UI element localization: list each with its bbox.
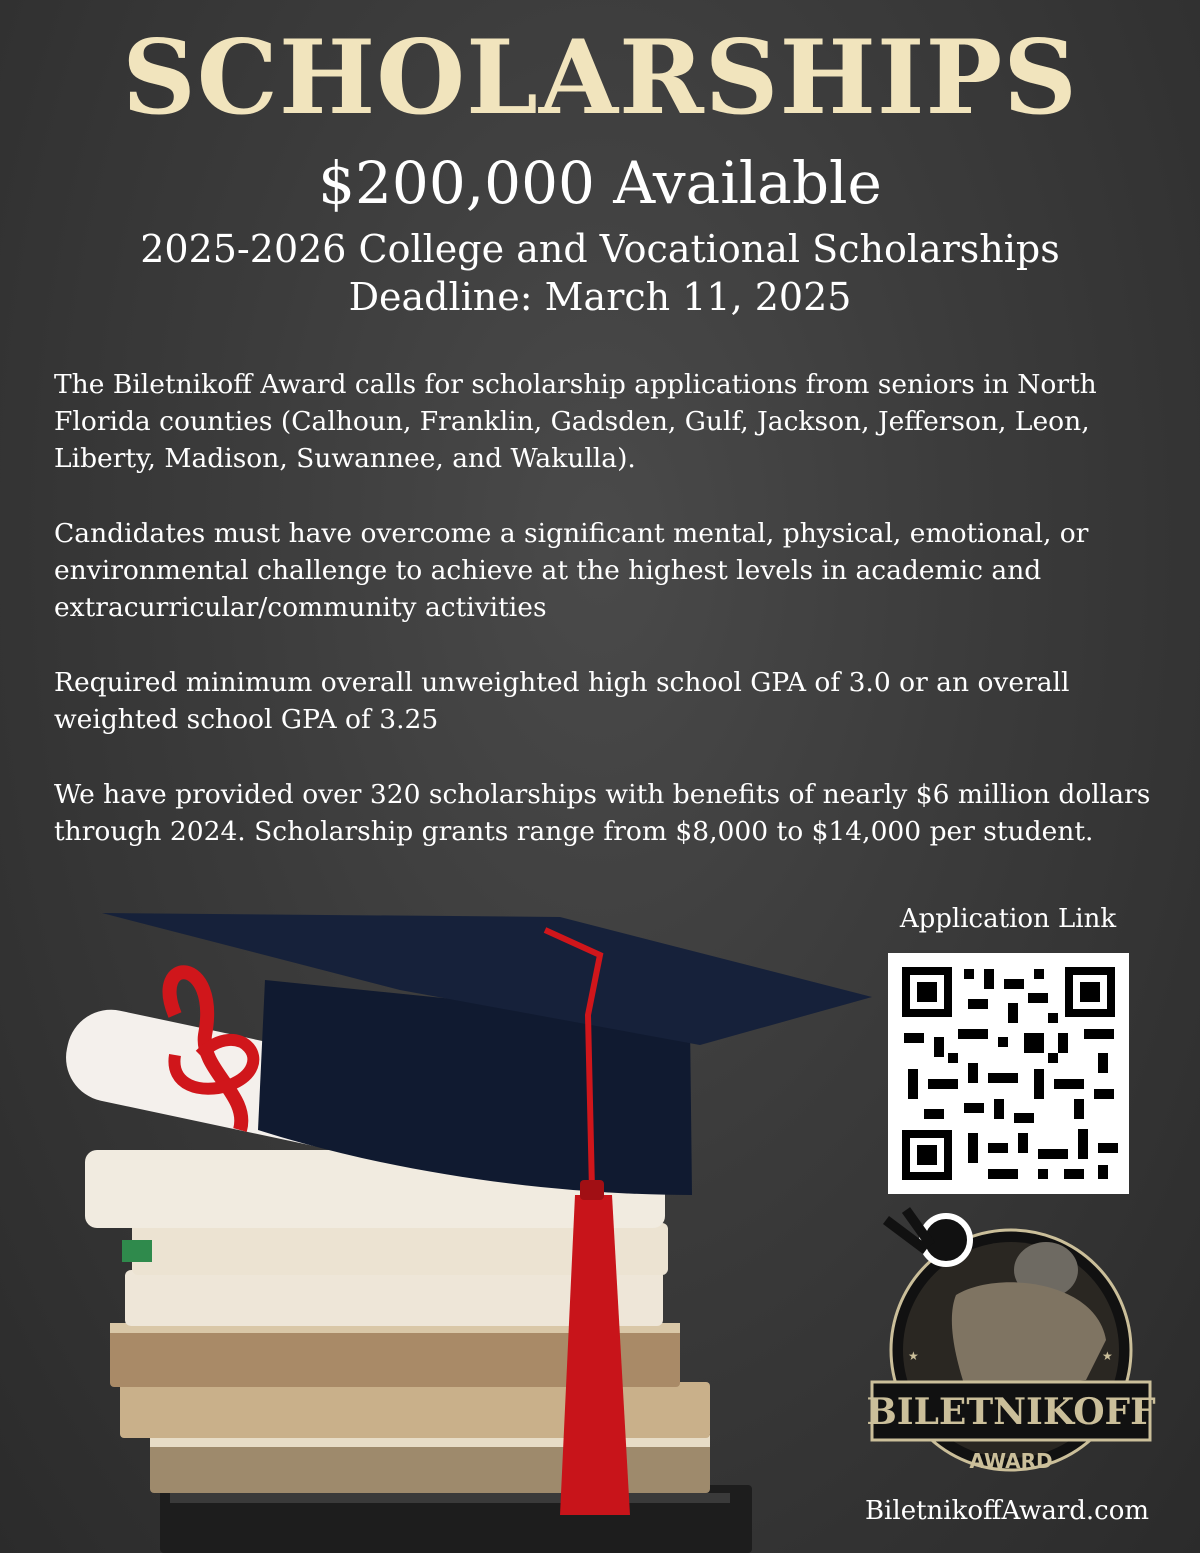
subtitle-block <box>0 226 1200 321</box>
logo-subtext: AWARD <box>969 1449 1053 1473</box>
biletnikoff-logo-icon <box>866 1200 1156 1490</box>
application-link-label: Application Link <box>899 904 1117 934</box>
svg-text:★: ★ <box>1102 1349 1113 1363</box>
qr-code-icon[interactable] <box>888 953 1129 1194</box>
body-text <box>54 366 1164 888</box>
deadline: Deadline: March 11, 2025 <box>348 274 852 319</box>
book-stack-icon <box>85 1150 752 1553</box>
paragraph-candidates: Candidates must have overcome a significant mental, physical, emotional, or environmental challenge to achieve at the highest levels in academic and extracurricular/community activities <box>54 518 1089 623</box>
graduation-illustration <box>0 895 880 1553</box>
paragraph-gpa: Required minimum overall unweighted high school GPA of 3.0 or an overall weighted school GPA of 3.25 <box>54 667 1070 735</box>
svg-text:★: ★ <box>908 1349 919 1363</box>
paragraph-history: We have provided over 320 scholarships with benefits of nearly $6 million dollars through 2024. Scholarship grants range from $8,000 to $14,000 per student. <box>54 779 1151 847</box>
website-link[interactable]: BiletnikoffAward.com <box>864 1496 1150 1526</box>
paragraph-eligibility: The Biletnikoff Award calls for scholarship applications from seniors in North Florida counties (Calhoun, Franklin, Gadsden, Gulf, Jackson, Jefferson, Leon, Liberty, Madison, Suwannee, and Wakulla). <box>54 369 1097 474</box>
amount-available: $200,000 Available <box>318 149 882 217</box>
logo-text: BILETNIKOFF <box>866 1391 1156 1433</box>
program-title: 2025-2026 College and Vocational Scholarships <box>140 227 1060 271</box>
headline: SCHOLARSHIPS <box>122 18 1078 138</box>
